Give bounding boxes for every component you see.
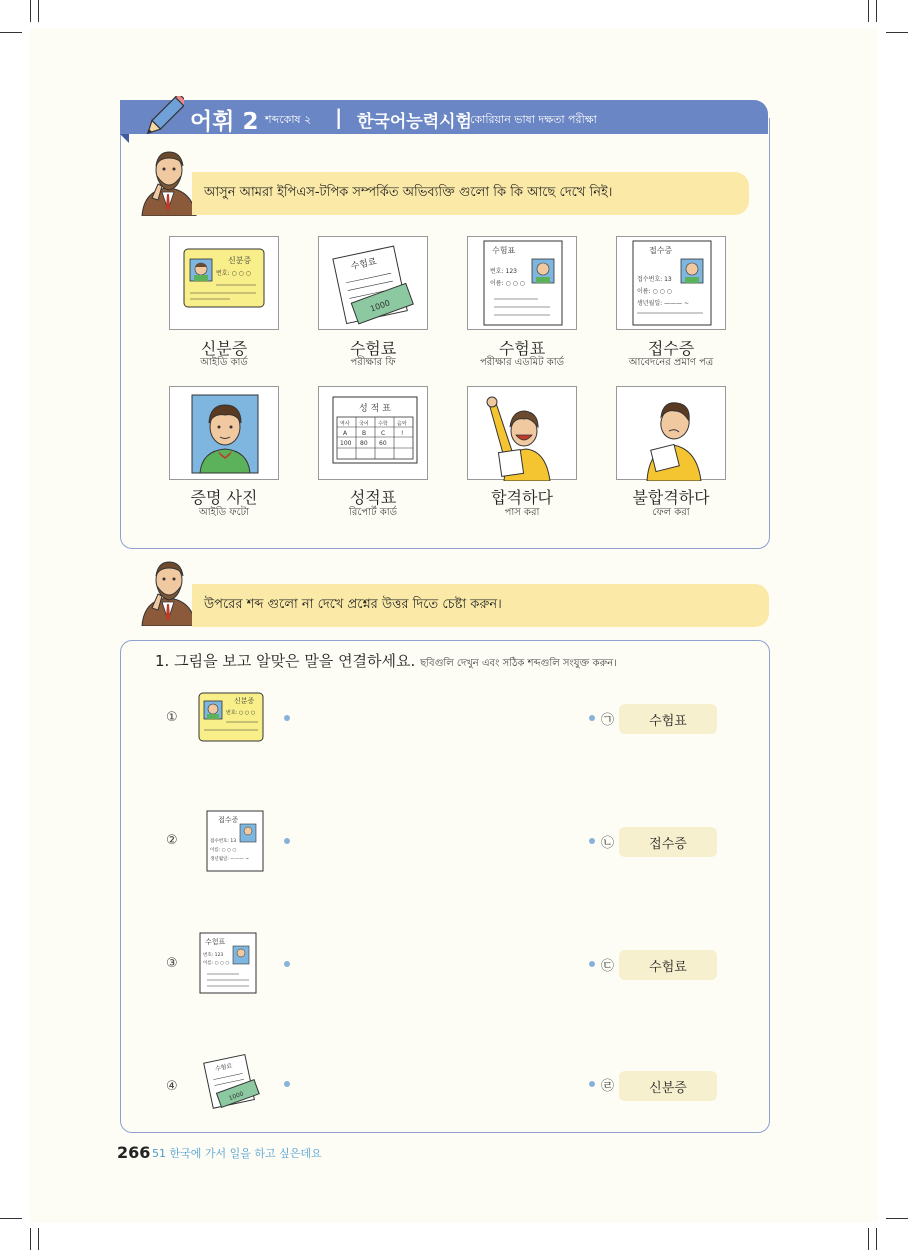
report-card-picture [318,386,428,480]
receipt-number: 접수번호: 13 [210,839,237,844]
id-photo-picture [169,386,279,480]
page-number: 266 [117,1143,151,1162]
vocab-bn-1: আইডি কার্ড [200,357,248,368]
crop-mark [886,1218,908,1219]
header-separator: | [335,105,343,129]
crop-mark [30,1228,31,1250]
vocab-bn-7: পাস করা [504,507,540,518]
report-cell: 100 [340,440,352,447]
option-pill[interactable]: 수험표 [619,704,717,734]
practice-instruction: উপরের শব্দ গুলো না দেখে প্রশ্নের উত্তর দিতে চেষ্টা করুন। [204,597,502,612]
pencil-icon [144,96,184,138]
topik-label: 한국어능력시험 [357,112,472,132]
vocab-bn-3: পরীক্ষার এডমিট কার্ড [479,357,565,368]
crop-mark [868,1228,869,1250]
id-card-title: 신분증 [228,256,252,265]
match-dot-left[interactable] [284,1081,290,1087]
report-cell: 80 [360,440,368,447]
crop-mark [886,32,908,33]
crop-mark [0,32,22,33]
topik-label-bn: কোরিয়ান ভাষা দক্ষতা পরীক্ষা [470,113,597,126]
item-number: ③ [166,956,178,971]
section-subtitle-bn: শব্দকোষ ২ [265,113,312,126]
admit-card-number: 번호: 123 [490,268,517,275]
question-text-bn: ছবিগুলি দেখুন এবং সঠিক শব্দগুলি সংযুক্ত করুন। [420,658,617,669]
id-card-picture [169,236,279,330]
vocab-bn-8: ফেল করা [652,507,690,518]
receipt-birthdate: 생년월일: ——— ~ [210,857,250,862]
admit-card-picture [467,236,577,330]
crop-mark [876,1228,877,1250]
crop-mark [30,0,31,22]
crop-mark [876,0,877,22]
question-title [155,650,617,673]
vocab-word-4: 접수증 [647,339,695,358]
exam-fee-picture [318,236,428,330]
id-card-line: 번호: ○ ○ ○ [216,270,252,277]
receipt-title: 접수증 [649,246,673,255]
admit-card-title: 수험표 [492,246,516,255]
match-dot-left[interactable] [284,961,290,967]
match-dot-right[interactable] [589,715,595,721]
id-card-icon [198,692,264,742]
exam-fee-money: 1000 [369,298,392,314]
vocab-bn-6: রিপোর্ট কার্ড [349,507,397,518]
crop-mark [868,0,869,22]
vocab-bn-4: আবেদনের প্রমাণ পত্র [628,357,714,368]
receipt-title: 접수증 [218,816,239,824]
pass-picture [467,386,577,480]
match-dot-right[interactable] [589,961,595,967]
item-number: ② [166,833,178,848]
vocab-word-2: 수험료 [349,339,397,358]
admit-card-name: 이름: ○ ○ ○ [490,280,526,287]
chapter-title: 51 한국에 가서 일을 하고 싶은데요 [152,1147,322,1160]
receipt-icon [206,810,264,872]
admit-card-name: 이름: ○ ○ ○ [203,961,230,966]
option-pill[interactable]: 접수증 [619,827,717,857]
receipt-picture [616,236,726,330]
report-cell: 음악 [397,421,407,427]
match-dot-left[interactable] [284,838,290,844]
admit-card-number: 번호: 123 [203,953,224,958]
match-dot-right[interactable] [589,838,595,844]
exam-fee-money: 1000 [227,1090,245,1103]
option-mark: ㉣ [601,1079,615,1094]
option-mark: ㉢ [601,959,615,974]
id-card-line: 번호: ○ ○ ○ [226,710,256,716]
crop-mark [38,0,39,22]
question-text: 그림을 보고 알맞은 말을 연결하세요. [174,652,416,670]
match-dot-left[interactable] [284,715,290,721]
option-mark: ㉡ [601,836,615,851]
report-card-title: 성 적 표 [359,404,391,414]
question-number: 1. [155,652,170,670]
report-cell: B [362,430,367,437]
report-cell: ! [401,430,404,437]
match-dot-right[interactable] [589,1081,595,1087]
crop-mark [38,1228,39,1250]
teacher-icon [138,558,200,626]
header-tab [120,134,129,143]
option-mark: ㉠ [601,713,615,728]
exam-fee-title: 수험료 [214,1062,234,1073]
teacher-icon [138,148,200,216]
vocab-word-1: 신분증 [200,339,248,358]
vocab-word-3: 수험표 [498,339,546,358]
report-cell: 수학 [378,421,388,427]
item-number: ④ [166,1079,178,1094]
crop-mark [0,1218,22,1219]
option-pill[interactable]: 신분증 [619,1071,717,1101]
report-cell: 60 [379,440,387,447]
vocab-bn-2: পরীক্ষার ফি [350,357,396,368]
receipt-name: 이름: ○ ○ ○ [637,288,673,295]
report-cell: A [343,430,348,437]
id-card-title: 신분증 [234,697,255,705]
section-header [120,100,768,134]
intro-text: আসুন আমরা ইপিএস-টপিক সম্পর্কিত অভিব্যক্তি গুলো কি কি আছে দেখে নিই। [204,185,613,200]
exam-fee-title: 수험료 [350,257,378,273]
practice-bubble [192,584,769,627]
option-pill[interactable]: 수험료 [619,950,717,980]
vocab-word-7: 합격하다 [491,488,553,507]
report-cell: C [381,430,386,437]
fail-picture [616,386,726,480]
vocab-word-6: 성적표 [349,488,397,507]
section-title: 어휘 2 [190,109,259,135]
item-number: ① [166,710,178,725]
vocab-word-5: 증명 사진 [190,488,258,507]
report-cell: 국어 [359,421,369,427]
vocab-bn-5: আইডি ফটো [199,507,249,518]
receipt-name: 이름: ○ ○ ○ [210,848,237,853]
report-cell: 역사 [340,421,350,427]
admit-card-title: 수험표 [205,938,226,946]
receipt-number: 접수번호: 13 [637,276,672,283]
receipt-birthdate: 생년월일: ——— ~ [637,300,690,307]
exam-fee-icon [196,1052,266,1110]
admit-card-icon [199,932,257,994]
vocab-word-8: 불합격하다 [632,488,710,507]
intro-bubble [192,172,749,215]
